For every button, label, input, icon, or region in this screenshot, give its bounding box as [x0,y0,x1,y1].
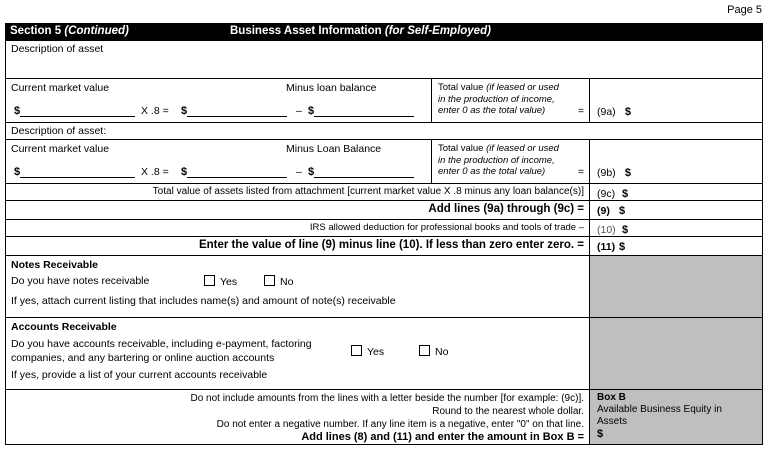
line-9c-text: Total value of assets listed from attachment [current market value X .8 minus any loan balance(s)] [152,186,584,197]
total-value-note-2: in the production of income, [438,93,555,105]
line-9b-number: (9b) [597,167,616,179]
line-9c-number: (9c) [597,188,616,200]
checkbox-icon[interactable] [419,345,430,356]
line-10-number: (10) [597,224,616,236]
line-9-answer-cell[interactable] [589,201,762,219]
dollar-sign: $ [622,188,629,200]
asset-b-adjusted-value-field[interactable] [181,166,287,178]
asset-a-loan-balance-field[interactable] [308,105,414,117]
box-b-title: Box B [597,392,626,403]
dollar-sign: $ [619,241,626,253]
line-9c-label-cell [6,184,589,200]
dollar-sign: $ [619,205,626,217]
box-b-desc-line-2: Assets [597,416,628,427]
dollar-sign: $ [624,167,632,179]
checkbox-icon[interactable] [351,345,362,356]
accounts-receivable-shaded-cell [589,318,762,389]
accounts-receivable-heading: Accounts Receivable [11,321,117,333]
notes-receivable-question-row [6,272,589,292]
accounts-receivable-content [6,318,589,389]
notes-receivable-section [6,255,762,317]
line-9a-number: (9a) [597,106,616,118]
box-b-instructions [6,390,589,444]
asset-a-minus-loan-label: Minus loan balance [286,82,377,94]
asset-b-market-value-field[interactable] [14,166,135,178]
accounts-receivable-no-label: No [435,346,449,358]
line-9b-answer-cell[interactable] [589,140,762,183]
total-value-note-1: (if leased or used [486,143,559,154]
line-11-row [6,236,762,255]
minus-sign: – [296,105,302,117]
line-11-label-cell [6,237,589,255]
write-line[interactable] [314,166,414,178]
section-title-sub: (for Self-Employed) [384,25,491,37]
write-line[interactable] [20,166,135,178]
asset-a-description-label: Description of asset [11,43,104,55]
box-b-total-text: Add lines (8) and (11) and enter the amount in Box B = [301,431,584,444]
accounts-receivable-question-row [6,334,589,366]
notes-receivable-no-option[interactable] [264,275,293,288]
write-line[interactable] [187,166,287,178]
page-number: Page 5 [727,4,762,16]
line-9-label-cell [6,201,589,219]
line-10-row [6,219,762,236]
dollar-sign: $ [181,166,188,178]
equals-sign: = [577,165,584,178]
asset-a-description-row [6,41,762,78]
accounts-receivable-yes-label: Yes [367,346,385,358]
line-9a-answer-cell[interactable] [589,79,762,122]
section-title [230,25,491,37]
line-10-text: IRS allowed deduction for professional books and tools of trade – [309,222,584,233]
line-11-number: (11) [597,241,616,253]
section-title-main: Business Asset Information [230,25,382,37]
line-9c-answer-cell[interactable] [589,184,762,200]
asset-a-multiplier-label: X .8 = [141,105,169,117]
total-value-note-2: in the production of income, [438,154,555,166]
line-9-number: (9) [597,205,610,217]
notes-receivable-no-label: No [280,276,294,288]
box-b-note-1: Do not include amounts from the lines with a letter beside the number [for example: (9c)]. [190,393,584,404]
accounts-receivable-question-line-2: companies, and any bartering or online auction accounts [11,352,275,364]
line-9-row [6,200,762,219]
box-b-note-3: Do not enter a negative number. If any line item is a negative, enter "0" on that line. [216,418,584,430]
accounts-receivable-no-option[interactable] [419,345,448,359]
total-value-note-3: enter 0 as the total value) [438,105,546,116]
notes-receivable-content [6,256,589,317]
checkbox-icon[interactable] [264,275,275,286]
line-10-label-cell [6,220,589,236]
line-9c-row [6,183,762,200]
write-line[interactable] [187,105,287,117]
total-value-label: Total value [438,82,484,93]
accounts-receivable-yes-option[interactable] [351,345,384,359]
section-number: Section 5 [10,25,62,37]
asset-a-entry-row [6,78,762,122]
box-b-note-2: Round to the nearest whole dollar. [432,405,584,417]
dollar-sign: $ [181,105,188,117]
equals-sign: = [577,104,584,117]
section-continued: (Continued) [64,25,129,37]
dollar-sign: $ [308,166,315,178]
section-header-bar [5,23,763,41]
total-value-note-1: (if leased or used [486,82,559,93]
notes-receivable-heading: Notes Receivable [11,259,98,271]
dollar-sign: $ [622,224,629,236]
accounts-receivable-question-line-1: Do you have accounts receivable, including e-payment, factoring [11,338,312,350]
total-value-note-3: enter 0 as the total value) [438,166,546,177]
write-line[interactable] [314,105,414,117]
asset-b-current-market-value-label: Current market value [11,143,110,155]
asset-b-minus-loan-label: Minus Loan Balance [286,143,382,155]
box-b-desc-line-1: Available Business Equity in [597,404,722,415]
notes-receivable-question: Do you have notes receivable [11,275,150,287]
asset-b-total-value-note [431,140,589,183]
notes-receivable-yes-option[interactable] [204,275,237,288]
section-label [10,25,129,37]
notes-receivable-instruction: If yes, attach current listing that includes name(s) and amount of note(s) receivable [11,295,396,307]
dollar-sign: $ [14,105,21,117]
asset-a-market-value-field[interactable] [14,105,135,117]
notes-receivable-yes-label: Yes [220,276,238,288]
write-line[interactable] [20,105,135,117]
line-9-text: Add lines (9a) through (9c) = [428,203,584,215]
asset-a-total-value-note [431,79,589,122]
checkbox-icon[interactable] [204,275,215,286]
asset-b-multiplier-label: X .8 = [141,166,169,178]
accounts-receivable-section [6,317,762,389]
asset-a-adjusted-value-field[interactable] [181,105,287,117]
dollar-sign: $ [14,166,21,178]
box-b-dollar-sign: $ [597,428,604,440]
accounts-receivable-instruction: If yes, provide a list of your current accounts receivable [11,369,268,381]
asset-b-description-label: Description of asset: [11,125,107,137]
dollar-sign: $ [624,106,632,118]
total-value-label: Total value [438,143,484,154]
dollar-sign: $ [308,105,315,117]
box-b-section [6,389,762,445]
asset-b-description-row [6,122,762,139]
line-11-text: Enter the value of line (9) minus line (10). If less than zero enter zero. = [198,239,584,251]
asset-b-loan-balance-field[interactable] [308,166,414,178]
form-table [5,41,763,445]
minus-sign: – [296,166,302,178]
box-b-cell[interactable] [589,390,762,444]
asset-b-entry-row [6,139,762,183]
line-10-answer-cell[interactable] [589,220,762,236]
notes-receivable-shaded-cell [589,256,762,317]
asset-a-current-market-value-label: Current market value [11,82,110,94]
line-11-answer-cell[interactable] [589,237,762,255]
